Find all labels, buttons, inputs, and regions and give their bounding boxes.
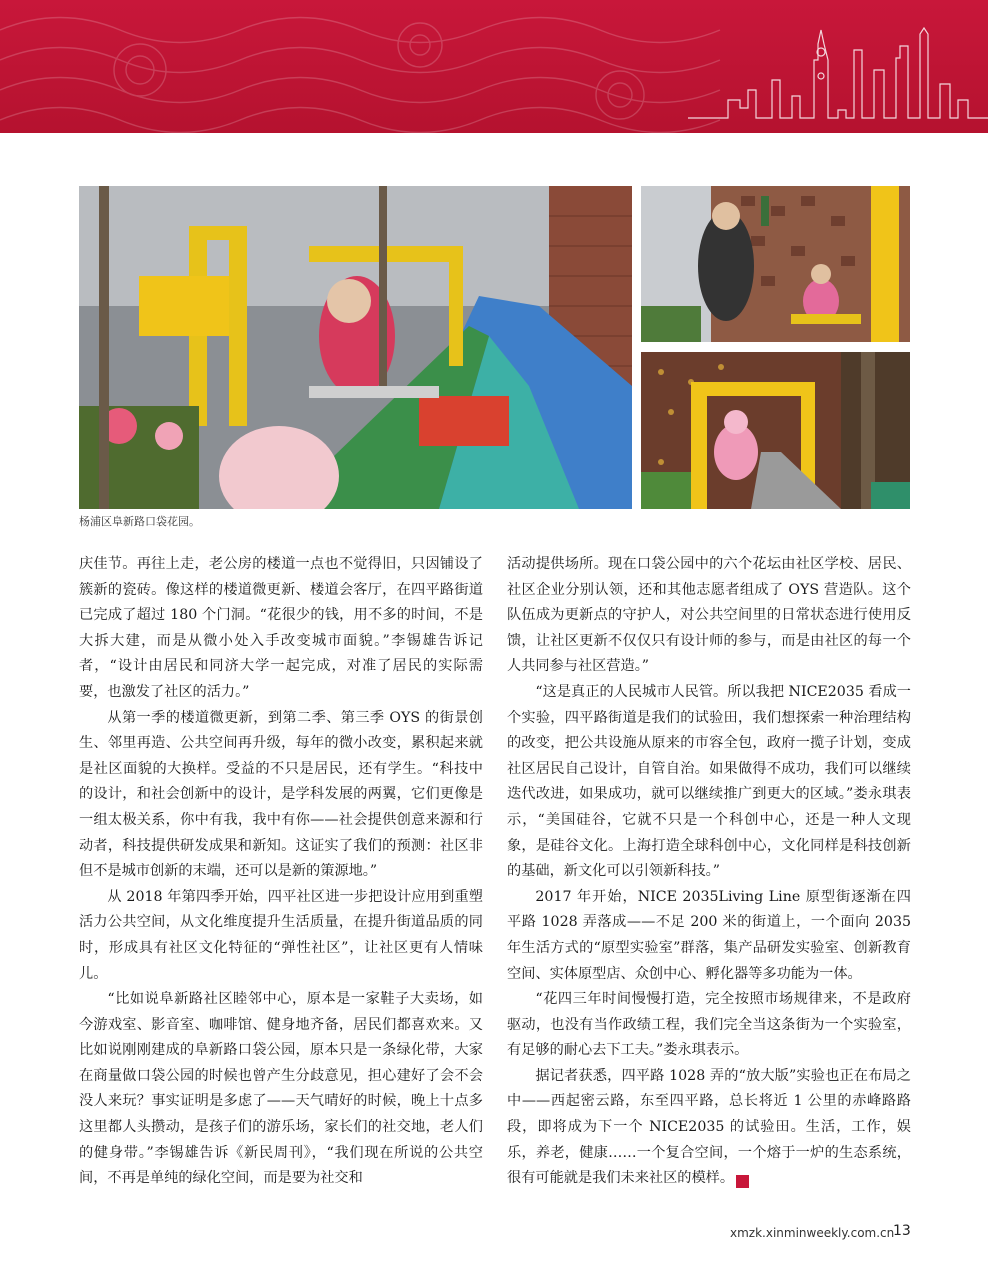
paragraph: “比如说阜新路社区睦邻中心，原本是一家鞋子大卖场，如今游戏室、影音室、咖啡馆、健身地齐备，居民们都喜欢来。又比如说刚刚建成的阜新路口袋公园，原本只是一条绿化带，大家在商量做口袋公园的时候也曾产生分歧意见，担心建好了会不会没人来玩？事实证明是多虑了——天气晴好的时候，晚上十点多这里都人头攒动，是孩子们的游乐场，家长们的社交地，老人们的健身带。”李锡雄告诉《新民周刊》，“我们现在所说的公共空间，不再是单纯的绿化空间，而是要为社交和 [79, 991, 483, 1187]
end-mark-icon: 民 [736, 1175, 749, 1188]
footer-url: xmzk.xinminweekly.com.cn [730, 1226, 895, 1240]
paragraph: 从 2018 年第四季开始，四平社区进一步把设计应用到重塑活力公共空间，从文化维度提升生活质量，在提升街道品质的同时，形成具有社区文化特征的“弹性社区”，让社区更有人情味儿。 [79, 888, 483, 982]
skyline-icon [688, 0, 988, 133]
article-column-right [507, 552, 911, 1192]
paragraph: 庆佳节。再往上走，老公房的楼道一点也不觉得旧，只因铺设了簇新的瓷砖。像这样的楼道微更新、楼道会客厅，在四平路街道已完成了超过 180 个门洞。“花很少的钱，用不多的时间，不是大拆大建，而是从微小处入手改变城市面貌。”李锡雄告诉记者，“设计由居民和同济大学一起完成，对准了居民的实际需要，也激发了社区的活力。” [79, 556, 483, 700]
paragraph: “这是真正的人民城市人民管。所以我把 NICE2035 看成一个实验，四平路街道是我们的试验田，我们想探索一种治理结构的改变，把公共设施从原来的市容全包，政府一揽子计划，变成社区居民自己设计，自管自治。如果做得不成功，我们可以继续迭代改进，如果成功，就可以继续推广到更大的区域。”娄永琪表示，“美国硅谷，它就不只是一个科创中心，还是一种人文现象，是硅谷文化。上海打造全球科创中心，文化同样是科技创新的基础，新文化可以引领新科技。” [507, 683, 911, 880]
paragraph: 从第一季的楼道微更新，到第二季、第三季 OYS 的街景创生、邻里再造、公共空间再升级，每年的微小改变，累积起来就是社区面貌的大换样。受益的不只是居民，还有学生。“科技中的设计，和社会创新中的设计，是学科发展的两翼，它们更像是一组太极关系，你中有我，我中有你——社会提供创意来源和行动者，科技提供研发成果和新知。这证实了我们的预测：社区非但不是城市创新的末端，还可以是新的策源地。” [79, 709, 483, 880]
photo-caption: 杨浦区阜新路口袋花园。 [79, 515, 200, 528]
photo-slide [641, 352, 910, 509]
paragraph: 活动提供场所。现在口袋公园中的六个花坛由社区学校、居民、社区企业分别认领，还和其他志愿者组成了 OYS 营造队。这个队伍成为更新点的守护人，对公共空间里的日常状态进行使用反馈，让社区更新不仅仅只有设计师的参与，而是由社区的每一个人共同参与社区营造。” [507, 556, 911, 675]
paragraph: “花四三年时间慢慢打造，完全按照市场规律来，不是政府驱动，也没有当作政绩工程，我们完全当这条街为一个实验室，有足够的耐心去下工夫。”娄永琪表示。 [507, 991, 911, 1059]
article-column-left [79, 552, 483, 1192]
paragraph-text: 据记者获悉，四平路 1028 弄的“放大版”实验也正在布局之中——西起密云路，东至四平路，总长将近 1 公里的赤峰路路段，即将成为下一个 NICE2035 的试验田。生活，工作，娱乐，养老，健康……一个复合空间，一个熔于一炉的生态系统，很有可能就是我们未来社区的模样。 [507, 1067, 911, 1187]
photo-swing [641, 186, 910, 342]
page-number: 13 [893, 1223, 911, 1239]
header-banner [0, 0, 988, 133]
paragraph-last [507, 1064, 911, 1192]
paragraph: 2017 年开始，NICE 2035Living Line 原型街逐渐在四平路 1028 弄落成——不足 200 米的街道上，一个面向 2035 年生活方式的“原型实验室”群落，集产品研发实验室、创新教育空间、实体原型店、众创中心、孵化器等多功能为一体。 [507, 888, 911, 982]
main-photo-pocket-park [79, 186, 632, 509]
